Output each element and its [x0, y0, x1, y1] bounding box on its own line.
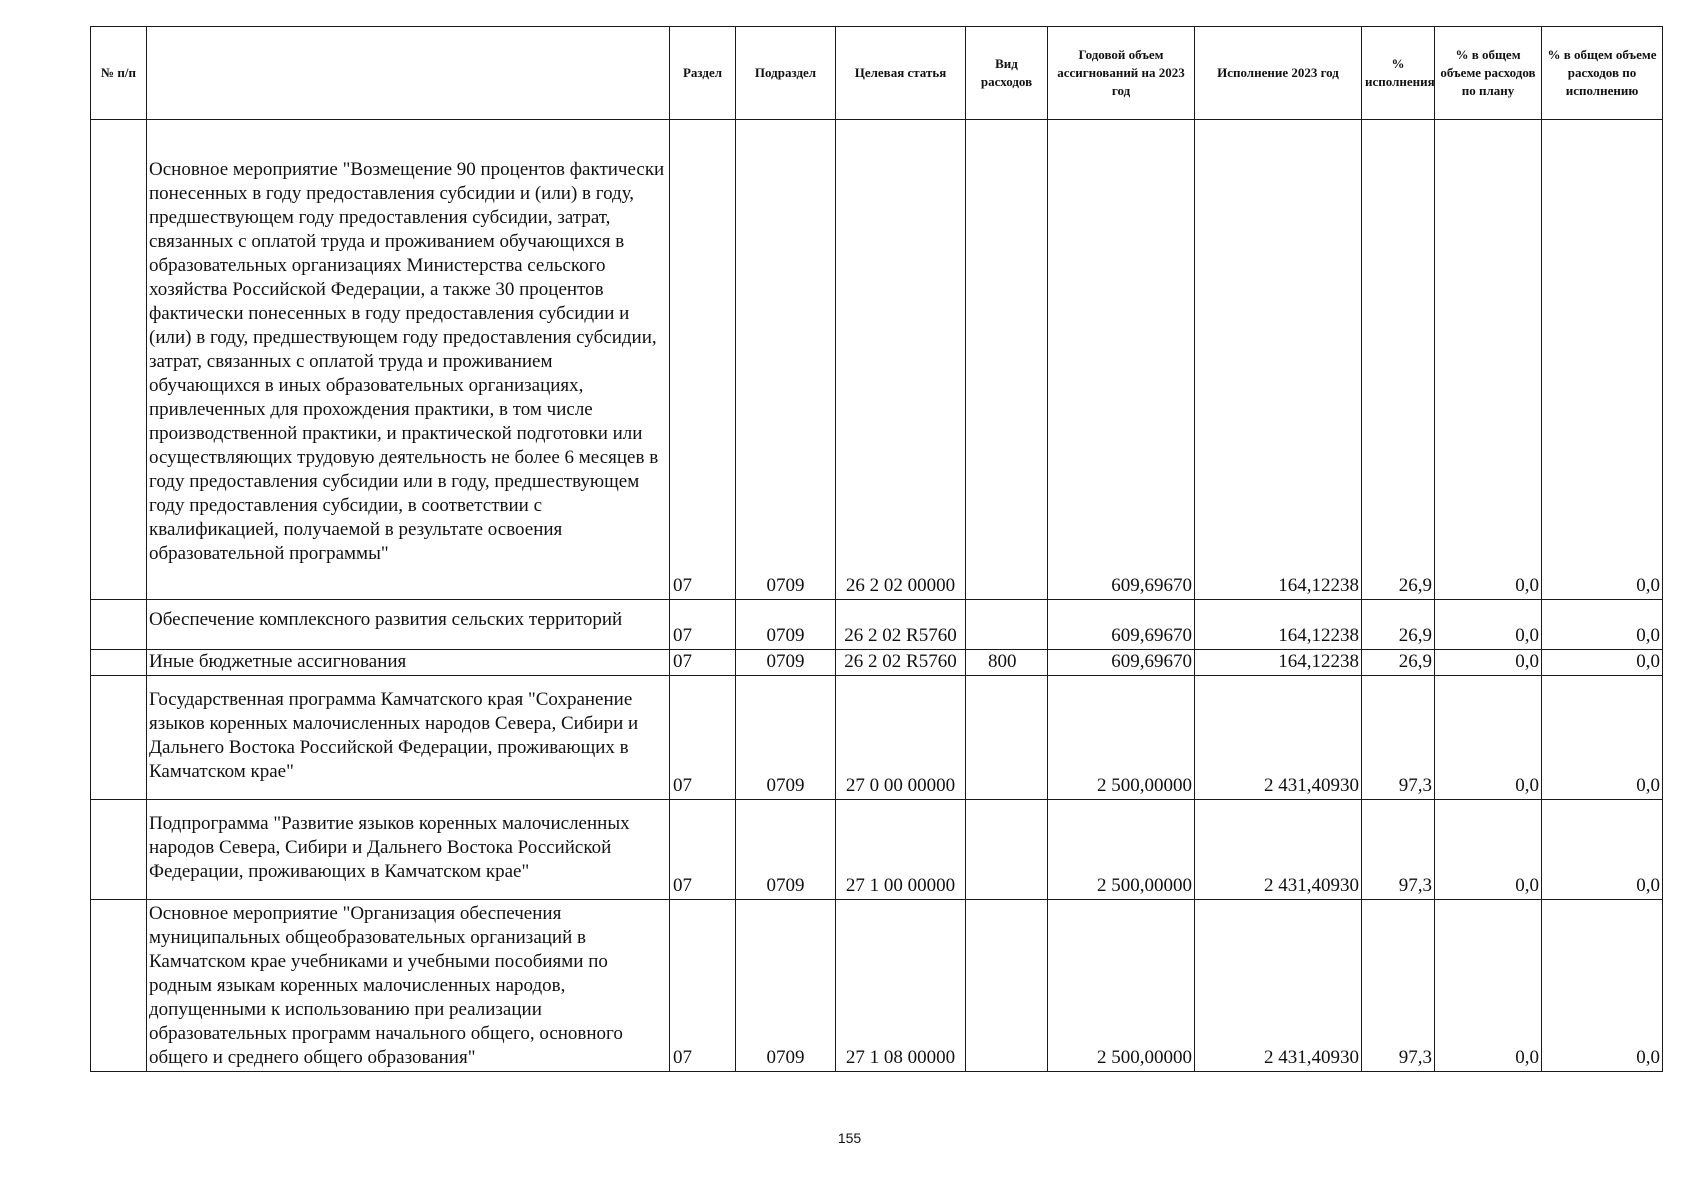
cell-num [91, 800, 147, 900]
cell-statya: 27 1 08 00000 [836, 900, 966, 1072]
table-row [91, 676, 1663, 800]
table-header-row [91, 27, 1663, 120]
header-pct-plan: % в общем объеме расходов по плану [1435, 27, 1542, 120]
cell-pct-isp: 0,0 [1542, 600, 1663, 650]
header-plan: Годовой объем ассигнований на 2023 год [1048, 27, 1195, 120]
header-podrazdel: Подраздел [736, 27, 836, 120]
cell-statya: 26 2 02 00000 [836, 120, 966, 600]
cell-vid [966, 120, 1048, 600]
cell-pct-isp: 0,0 [1542, 676, 1663, 800]
cell-vid [966, 676, 1048, 800]
cell-podrazdel: 0709 [736, 900, 836, 1072]
cell-name: Обеспечение комплексного развития сельских территорий [147, 600, 670, 650]
cell-ispolnenie: 2 431,40930 [1195, 676, 1362, 800]
table-row [91, 900, 1663, 1072]
cell-num [91, 600, 147, 650]
cell-pct-plan: 0,0 [1435, 900, 1542, 1072]
cell-podrazdel: 0709 [736, 650, 836, 676]
cell-pct: 26,9 [1362, 650, 1435, 676]
cell-pct-plan: 0,0 [1435, 650, 1542, 676]
cell-plan: 2 500,00000 [1048, 900, 1195, 1072]
header-pct-isp: % в общем объеме расходов по исполнению [1542, 27, 1663, 120]
cell-ispolnenie: 2 431,40930 [1195, 800, 1362, 900]
cell-pct-plan: 0,0 [1435, 600, 1542, 650]
cell-plan: 2 500,00000 [1048, 800, 1195, 900]
cell-plan: 2 500,00000 [1048, 676, 1195, 800]
cell-num [91, 900, 147, 1072]
cell-vid [966, 800, 1048, 900]
cell-razdel: 07 [670, 676, 736, 800]
cell-vid: 800 [966, 650, 1048, 676]
header-name [147, 27, 670, 120]
cell-pct-plan: 0,0 [1435, 120, 1542, 600]
cell-razdel: 07 [670, 800, 736, 900]
cell-plan: 609,69670 [1048, 650, 1195, 676]
cell-razdel: 07 [670, 650, 736, 676]
cell-pct: 97,3 [1362, 676, 1435, 800]
cell-ispolnenie: 164,12238 [1195, 650, 1362, 676]
header-vid: Вид расходов [966, 27, 1048, 120]
cell-pct-isp: 0,0 [1542, 120, 1663, 600]
budget-table [90, 26, 1663, 1072]
cell-statya: 27 1 00 00000 [836, 800, 966, 900]
header-num: № п/п [91, 27, 147, 120]
cell-razdel: 07 [670, 900, 736, 1072]
cell-ispolnenie: 2 431,40930 [1195, 900, 1362, 1072]
cell-plan: 609,69670 [1048, 600, 1195, 650]
cell-podrazdel: 0709 [736, 600, 836, 650]
cell-name: Подпрограмма "Развитие языков коренных малочисленных народов Севера, Сибири и Дальнего Востока Российской Федерации, проживающих в Камчатском крае" [147, 800, 670, 900]
cell-vid [966, 900, 1048, 1072]
cell-podrazdel: 0709 [736, 800, 836, 900]
cell-pct: 26,9 [1362, 120, 1435, 600]
cell-razdel: 07 [670, 120, 736, 600]
cell-statya: 26 2 02 R5760 [836, 650, 966, 676]
cell-plan: 609,69670 [1048, 120, 1195, 600]
cell-razdel: 07 [670, 600, 736, 650]
cell-name: Основное мероприятие "Возмещение 90 процентов фактически понесенных в году предоставления субсидии и (или) в году, предшествующем году предоставления субсидии, затрат, связанных с оплатой труда и проживанием обучающихся в образовательных организациях Министерства сельского хозяйства Российской Федерации, а также 30 процентов фактически понесенных в году предоставления субсидии и (или) в году, предшествующем году предоставления субсидии, затрат, связанных с оплатой труда и проживанием обучающихся в иных образовательных организациях, привлеченных для прохождения практики, в том числе производственной практики, и практической подготовки или осуществляющих трудовую деятельность не более 6 месяцев в году предоставления субсидии или в году, предшествующем году предоставления субсидии, в соответствии с квалификацией, получаемой в результате освоения образовательной программы" [147, 120, 670, 600]
table-row [91, 120, 1663, 600]
cell-podrazdel: 0709 [736, 676, 836, 800]
table-row [91, 650, 1663, 676]
cell-podrazdel: 0709 [736, 120, 836, 600]
cell-statya: 27 0 00 00000 [836, 676, 966, 800]
cell-name: Иные бюджетные ассигнования [147, 650, 670, 676]
table-row [91, 600, 1663, 650]
cell-pct-isp: 0,0 [1542, 650, 1663, 676]
cell-pct: 97,3 [1362, 800, 1435, 900]
cell-pct-plan: 0,0 [1435, 676, 1542, 800]
cell-pct-isp: 0,0 [1542, 900, 1663, 1072]
cell-name: Основное мероприятие "Организация обеспечения муниципальных общеобразовательных организаций в Камчатском крае учебниками и учебными пособиями по родным языкам коренных малочисленных народов, допущенными к использованию при реализации образовательных программ начального общего, основного общего и среднего общего образования" [147, 900, 670, 1072]
cell-pct-isp: 0,0 [1542, 800, 1663, 900]
header-ispolnenie: Исполнение 2023 год [1195, 27, 1362, 120]
cell-num [91, 120, 147, 600]
header-statya: Целевая статья [836, 27, 966, 120]
cell-name: Государственная программа Камчатского края "Сохранение языков коренных малочисленных народов Севера, Сибири и Дальнего Востока Российской Федерации, проживающих в Камчатском крае" [147, 676, 670, 800]
cell-statya: 26 2 02 R5760 [836, 600, 966, 650]
cell-pct-plan: 0,0 [1435, 800, 1542, 900]
cell-ispolnenie: 164,12238 [1195, 120, 1362, 600]
page-number: 155 [837, 1130, 862, 1146]
cell-pct: 26,9 [1362, 600, 1435, 650]
header-razdel: Раздел [670, 27, 736, 120]
cell-pct: 97,3 [1362, 900, 1435, 1072]
header-pct: % исполнения [1362, 27, 1435, 120]
cell-ispolnenie: 164,12238 [1195, 600, 1362, 650]
cell-num [91, 676, 147, 800]
table-row [91, 800, 1663, 900]
cell-num [91, 650, 147, 676]
cell-vid [966, 600, 1048, 650]
